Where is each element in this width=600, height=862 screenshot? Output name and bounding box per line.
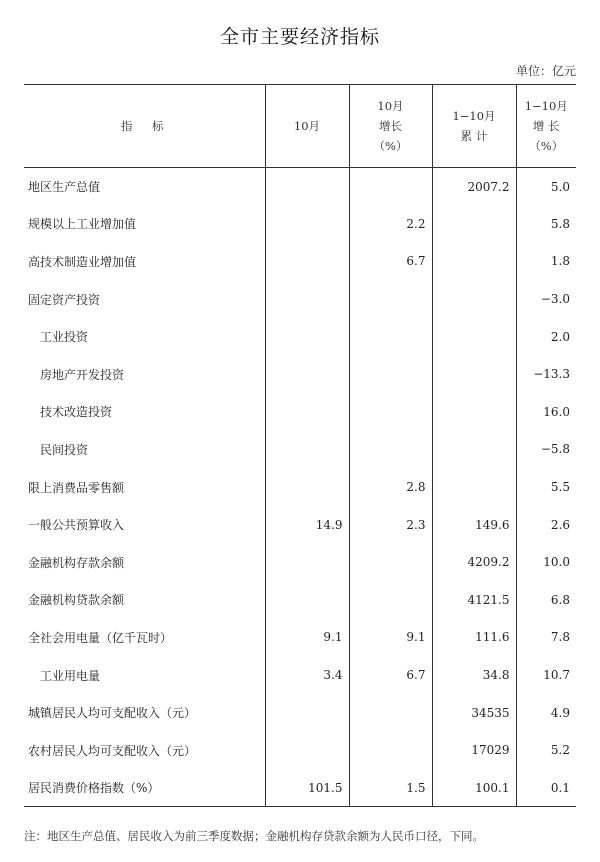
oct-growth-value: 9.1	[349, 619, 432, 657]
table-row	[24, 656, 576, 694]
header-indicator-text: 指 标	[121, 119, 168, 133]
ytd-growth-value: 5.5	[516, 468, 576, 506]
oct-growth-value	[349, 694, 432, 732]
oct-growth-value	[349, 318, 432, 356]
indicator-name: 工业投资	[40, 330, 89, 345]
indicators-table	[24, 84, 576, 807]
indicator-name: 民间投资	[40, 442, 89, 457]
indicator-name: 限上消费品零售额	[28, 480, 125, 495]
indicator-name: 金融机构存款余额	[28, 555, 125, 570]
ytd-value	[432, 280, 516, 318]
ytd-growth-value: 4.9	[516, 694, 576, 732]
table-row	[24, 431, 576, 469]
oct-value: 14.9	[265, 506, 349, 544]
oct-growth-value: 1.5	[349, 769, 432, 807]
indicator-name: 金融机构贷款余额	[28, 593, 125, 608]
table-row	[24, 318, 576, 356]
oct-value	[265, 393, 349, 431]
header-oct-growth-line2: 增长	[379, 119, 402, 133]
indicator-name: 固定资产投资	[28, 292, 101, 307]
table-row	[24, 243, 576, 281]
page-title: 全市主要经济指标	[219, 26, 380, 48]
table-row	[24, 694, 576, 732]
ytd-growth-value: −5.8	[516, 431, 576, 469]
oct-growth-value	[349, 431, 432, 469]
footnote: 注：地区生产总值、居民收入为前三季度数据；金融机构存贷款余额为人民币口径，下同。	[24, 829, 484, 843]
header-ytd-growth-line3: （%）	[529, 139, 564, 153]
indicator-name: 农村居民人均可支配收入（元）	[28, 743, 197, 758]
ytd-value: 34535	[432, 694, 516, 732]
oct-growth-value: 6.7	[349, 243, 432, 281]
oct-value: 9.1	[265, 619, 349, 657]
table-row	[24, 205, 576, 243]
table-row	[24, 393, 576, 431]
oct-growth-value: 2.8	[349, 468, 432, 506]
header-oct-text: 10月	[293, 119, 321, 133]
ytd-growth-value: 5.2	[516, 731, 576, 769]
oct-value	[265, 543, 349, 581]
oct-value: 101.5	[265, 769, 349, 807]
oct-value	[265, 468, 349, 506]
oct-value	[265, 243, 349, 281]
oct-value	[265, 431, 349, 469]
table-row	[24, 581, 576, 619]
indicator-name: 规模以上工业增加值	[28, 217, 137, 232]
oct-value	[265, 581, 349, 619]
ytd-value	[432, 393, 516, 431]
ytd-value: 111.6	[432, 619, 516, 657]
table-row	[24, 468, 576, 506]
indicator-name: 高技术制造业增加值	[28, 254, 137, 269]
ytd-value	[432, 243, 516, 281]
table-row	[24, 769, 576, 807]
ytd-value: 2007.2	[432, 168, 516, 206]
ytd-growth-value: 2.6	[516, 506, 576, 544]
oct-growth-value	[349, 543, 432, 581]
oct-growth-value: 6.7	[349, 656, 432, 694]
ytd-growth-value: −13.3	[516, 355, 576, 393]
indicator-name: 城镇居民人均可支配收入（元）	[28, 706, 197, 721]
ytd-growth-value: −3.0	[516, 280, 576, 318]
indicator-name: 全社会用电量（亿千瓦时）	[28, 630, 173, 645]
ytd-value	[432, 318, 516, 356]
table-row	[24, 731, 576, 769]
oct-growth-value	[349, 280, 432, 318]
header-ytd-line1: 1−10月	[452, 109, 496, 123]
indicator-name: 居民消费价格指数（%）	[24, 769, 265, 807]
oct-value	[265, 355, 349, 393]
oct-value	[265, 694, 349, 732]
ytd-growth-value: 6.8	[516, 581, 576, 619]
ytd-growth-value: 5.8	[516, 205, 576, 243]
oct-growth-value	[349, 393, 432, 431]
header-oct-growth-line3: （%）	[373, 139, 408, 153]
table-row	[24, 355, 576, 393]
ytd-value	[432, 468, 516, 506]
oct-value	[265, 168, 349, 206]
ytd-growth-value: 10.0	[516, 543, 576, 581]
table-row	[24, 280, 576, 318]
indicator-name: 技术改造投资	[40, 405, 113, 420]
oct-growth-value	[349, 355, 432, 393]
ytd-value: 100.1	[432, 769, 516, 807]
ytd-value	[432, 355, 516, 393]
ytd-value: 4209.2	[432, 543, 516, 581]
table-row	[24, 543, 576, 581]
ytd-growth-value: 10.7	[516, 656, 576, 694]
oct-growth-value	[349, 168, 432, 206]
header-row	[24, 85, 576, 168]
header-oct-growth-line1: 10月	[377, 99, 404, 113]
oct-value	[265, 280, 349, 318]
header-ytd-line2: 累 计	[460, 129, 488, 143]
oct-growth-value	[349, 581, 432, 619]
header-ytd-growth	[516, 85, 576, 168]
oct-value	[265, 318, 349, 356]
indicator-name: 房地产开发投资	[40, 367, 125, 382]
table-row	[24, 619, 576, 657]
ytd-value: 149.6	[432, 506, 516, 544]
header-ytd-growth-line2: 增 长	[532, 119, 560, 133]
ytd-value: 17029	[432, 731, 516, 769]
ytd-growth-value: 2.0	[516, 318, 576, 356]
header-indicator	[24, 85, 265, 168]
oct-value: 3.4	[265, 656, 349, 694]
ytd-growth-value: 0.1	[516, 769, 576, 807]
header-ytd-growth-line1: 1−10月	[524, 99, 568, 113]
oct-value	[265, 731, 349, 769]
header-oct-growth	[349, 85, 432, 168]
ytd-growth-value: 16.0	[516, 393, 576, 431]
oct-growth-value: 2.2	[349, 205, 432, 243]
oct-growth-value	[349, 731, 432, 769]
ytd-value: 4121.5	[432, 581, 516, 619]
header-oct	[265, 85, 349, 168]
indicator-name: 工业用电量	[40, 668, 101, 683]
ytd-growth-value: 5.0	[516, 168, 576, 206]
table-row	[24, 168, 576, 206]
oct-growth-value: 2.3	[349, 506, 432, 544]
oct-value	[265, 205, 349, 243]
unit-label: 单位：亿元	[515, 64, 576, 78]
header-ytd	[432, 85, 516, 168]
table-row	[24, 506, 576, 544]
ytd-value	[432, 431, 516, 469]
indicator-name: 地区生产总值	[28, 180, 101, 195]
ytd-value	[432, 205, 516, 243]
ytd-growth-value: 7.8	[516, 619, 576, 657]
ytd-value: 34.8	[432, 656, 516, 694]
indicator-name: 一般公共预算收入	[28, 518, 125, 533]
ytd-growth-value: 1.8	[516, 243, 576, 281]
